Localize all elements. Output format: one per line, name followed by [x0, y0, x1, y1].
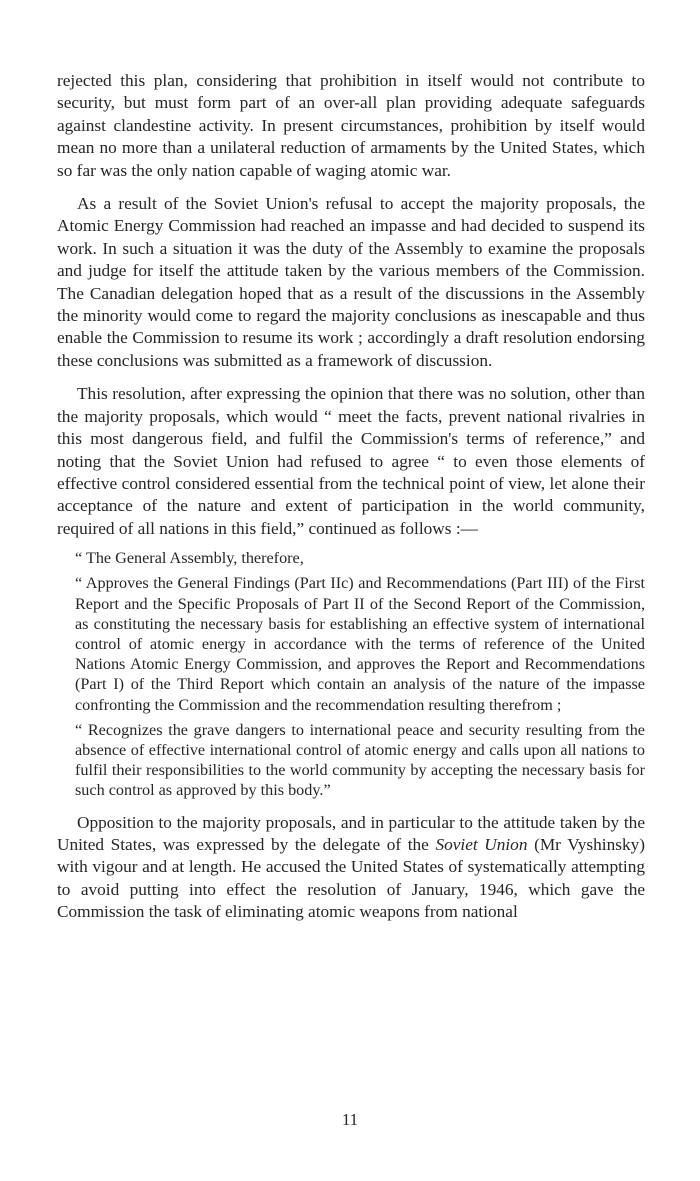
quote-line-1: “ The General Assembly, therefore,: [75, 549, 304, 568]
page-number: 11: [341, 1110, 359, 1129]
soviet-union-italic: Soviet Union: [435, 834, 528, 854]
resolution-quote: [57, 548, 645, 800]
quote-paragraph-recognizes: “ Recognizes the grave dangers to international peace and security resulting from the absence of effective international control of atomic energy and calls upon all nations to fulfil their responsibilities to the world community by accepting the necessary basis for such control as approved by this body.”: [75, 720, 645, 800]
paragraph-2: As a result of the Soviet Union's refusal to accept the majority proposals, the Atomic Energy Commission had reached an impasse and had decided to suspend its work. In such a situation it was the duty of the Assembly to examine the proposals and judge for itself the attitude taken by the various members of the Commission. The Canadian delegation hoped that as a result of the discussions in the Assembly the minority would come to regard the majority conclusions as inescapable and thus enable the Commission to resume its work ; accordingly a draft resolution endorsing these conclusions was submitted as a framework of discussion.: [57, 194, 645, 370]
paragraph-4-text-b: (Mr Vyshinsky) with vigour and at length. He accused the United States of systematically attempting to avoid putting into effect the resolution of January, 1946, which gave the Commission the task of eliminating atomic weapons from national: [57, 834, 645, 922]
paragraph-4: [57, 812, 645, 924]
document-page: [57, 70, 645, 924]
paragraph-4-text-a: Opposition to the majority proposals, and in particular to the attitude taken by the United States, was expressed by the delegate of the: [57, 812, 645, 854]
paragraph-3: This resolution, after expressing the opinion that there was no solution, other than the majority proposals, which would “ meet the facts, prevent national rivalries in this most dangerous field, and fulfil the Commission's terms of reference,” and noting that the Soviet Union had refused to agree “ to even those elements of effective control considered essential from the technical point of view, let alone their acceptance of the nature and extent of participation in the world community, required of all nations in this field,” continued as follows :—: [57, 384, 645, 538]
paragraph-1: rejected this plan, considering that prohibition in itself would not contribute to security, but must form part of an over-all plan providing adequate safeguards against clandestine activity. In present circumstances, prohibition by itself would mean no more than a unilateral reduction of armaments by the United States, which so far was the only nation capable of waging atomic war.: [57, 71, 645, 180]
quote-paragraph-approves: “ Approves the General Findings (Part IIc) and Recommendations (Part III) of the First Report and the Specific Proposals of Part II of the Second Report of the Commission, as constituting the necessary basis for establishing an effective system of international control of atomic energy in accordance with the terms of reference of the United Nations Atomic Energy Commission, and approves the Report and Recommendations (Part I) of the Third Report which contain an analysis of the nature of the impasse confronting the Commission and the recommendation resulting therefrom ;: [75, 574, 645, 714]
